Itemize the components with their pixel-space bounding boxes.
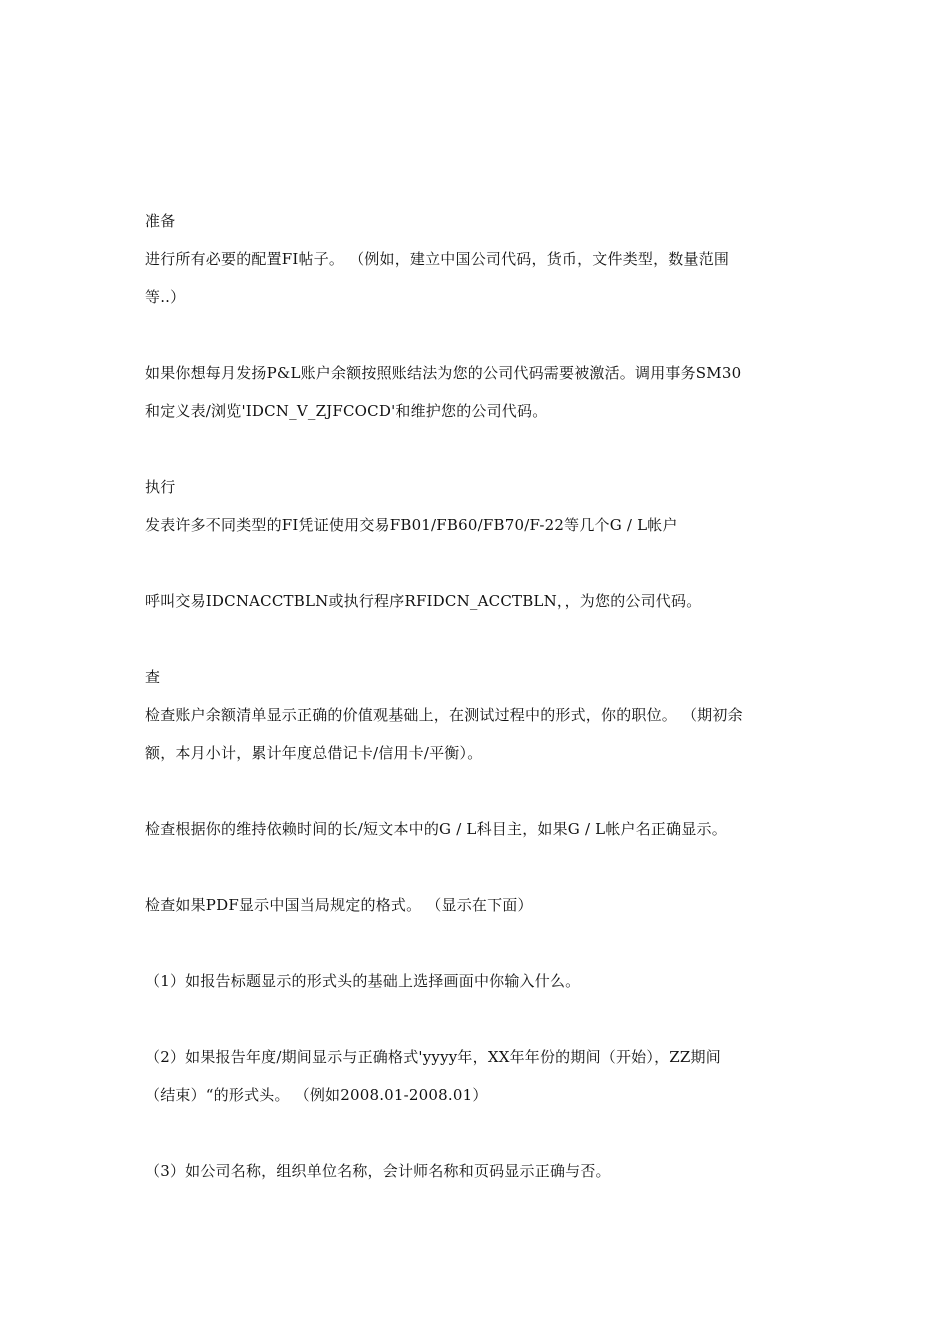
spacer bbox=[145, 924, 815, 962]
spacer bbox=[145, 544, 815, 582]
section-heading-check: 查 bbox=[145, 668, 161, 686]
check-item-1: （1）如报告标题显示的形式头的基础上选择画面中你输入什么。 bbox=[145, 972, 581, 990]
check-item-2-line-2: （结束）“的形式头。 （例如2008.01-2008.01） bbox=[145, 1086, 488, 1104]
prep-paragraph-2-line-2: 和定义表/浏览'IDCN_V_ZJFCOCD'和维护您的公司代码。 bbox=[145, 402, 548, 420]
spacer bbox=[145, 848, 815, 886]
prep-paragraph-1-line-2: 等..） bbox=[145, 288, 186, 306]
check-paragraph-3: 检查如果PDF显示中国当局规定的格式。 （显示在下面） bbox=[145, 896, 533, 914]
prep-paragraph-1-line-1: 进行所有必要的配置FI帖子。 （例如，建立中国公司代码，货币，文件类型，数量范围 bbox=[145, 250, 730, 268]
check-paragraph-2: 检查根据你的维持依赖时间的长/短文本中的G / L科目主，如果G / L帐户名正确显示。 bbox=[145, 820, 727, 838]
spacer bbox=[145, 316, 815, 354]
spacer bbox=[145, 1114, 815, 1152]
spacer bbox=[145, 620, 815, 658]
exec-paragraph-1: 发表许多不同类型的FI凭证使用交易FB01/FB60/FB70/F-22等几个G / L帐户 bbox=[145, 516, 678, 534]
check-paragraph-1-line-2: 额，本月小计，累计年度总借记卡/信用卡/平衡）。 bbox=[145, 744, 483, 762]
check-item-3: （3）如公司名称，组织单位名称，会计师名称和页码显示正确与否。 bbox=[145, 1162, 611, 1180]
section-heading-prep: 准备 bbox=[145, 212, 176, 230]
spacer bbox=[145, 772, 815, 810]
check-item-2-line-1: （2）如果报告年度/期间显示与正确格式'yyyy年，XX年年份的期间（开始），ZZ期间 bbox=[145, 1048, 721, 1066]
spacer bbox=[145, 1000, 815, 1038]
document-body bbox=[145, 202, 815, 1190]
section-heading-exec: 执行 bbox=[145, 478, 176, 496]
check-paragraph-1-line-1: 检查账户余额清单显示正确的价值观基础上，在测试过程中的形式，你的职位。 （期初余 bbox=[145, 706, 743, 724]
exec-paragraph-2: 呼叫交易IDCNACCTBLN或执行程序RFIDCN_ACCTBLN，，为您的公司代码。 bbox=[145, 592, 702, 610]
prep-paragraph-2-line-1: 如果你想每月发扬P&L账户余额按照账结法为您的公司代码需要被激活。调用事务SM30 bbox=[145, 364, 742, 382]
spacer bbox=[145, 430, 815, 468]
